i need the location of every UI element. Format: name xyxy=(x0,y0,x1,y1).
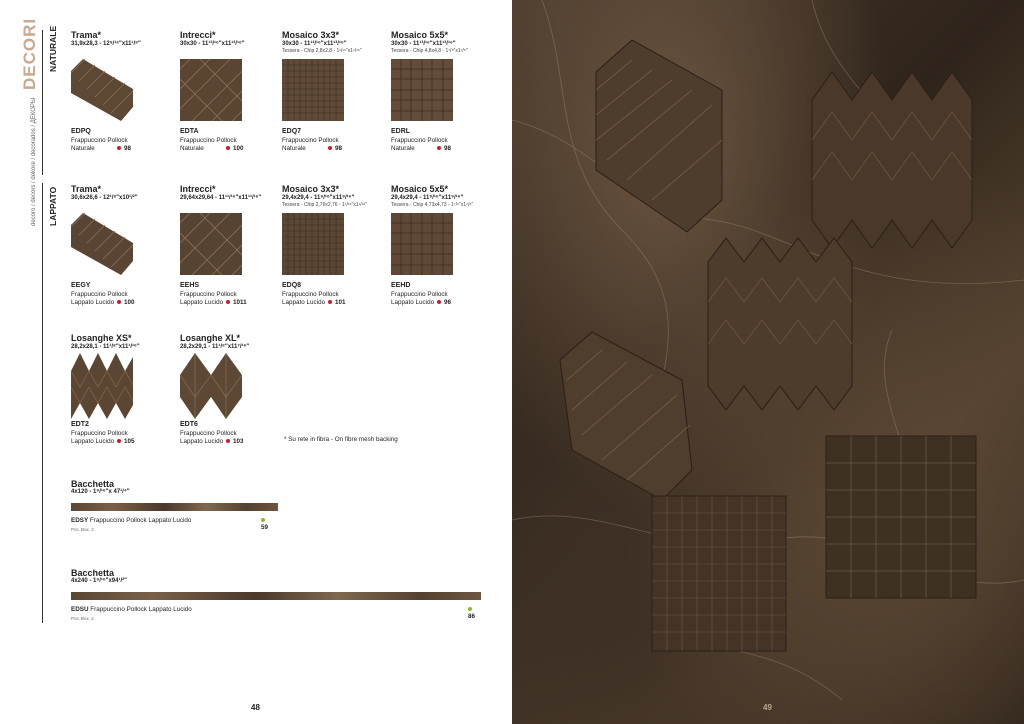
product-bacchetta-240[interactable] xyxy=(71,568,476,621)
product-trama-naturale[interactable] xyxy=(71,30,176,152)
product-name: Losanghe XL* xyxy=(180,333,241,343)
product-code: EDT6 xyxy=(180,421,198,428)
product-code: EEGY xyxy=(71,282,91,289)
product-dimensions: 28,2x28,1 - 11¹/⁸"x11¹/¹⁶" xyxy=(71,344,140,350)
product-mosaico3x3-lappato[interactable] xyxy=(282,184,387,306)
product-price: 59 xyxy=(261,517,268,531)
product-name: Intrecci* xyxy=(180,30,216,40)
product-dimensions: 30,6x26,6 - 12¹/⁸"x10¹/²" xyxy=(71,195,138,201)
product-dimensions: 30x30 - 11¹³/¹⁶"x11¹³/¹⁶" xyxy=(282,41,347,47)
product-name: Mosaico 5x5* xyxy=(391,30,449,40)
page-number-left: 48 xyxy=(251,703,260,712)
product-trama-lappato[interactable] xyxy=(71,184,176,306)
trama-mosaic-thumbnail xyxy=(71,59,133,121)
product-code: EDT2 xyxy=(71,421,89,428)
product-description: Frappuccino Pollock Naturale 100 xyxy=(180,137,244,152)
trama-mosaic-panel xyxy=(596,40,722,232)
product-mosaico5x5-naturale[interactable] xyxy=(391,30,496,152)
ambient-photo xyxy=(512,0,1024,724)
product-dimensions: 29,4x29,4 - 11⁹/¹⁶"x11⁹/¹⁶" xyxy=(391,195,464,201)
product-chip-size: Tessera - Chip 2,8x2,8 - 1¹/¹⁶"x1¹/¹⁶" xyxy=(282,48,362,54)
pieces-per-box: Pcs. Box. 2 xyxy=(71,616,94,621)
product-name: Trama* xyxy=(71,30,102,40)
losanghe-mosaic-panel-middle xyxy=(708,238,852,410)
section-subtitle: decoro / decors / dekore / decorados / ДЕКОРЫ xyxy=(31,97,37,226)
mosaico3x3-thumbnail xyxy=(282,213,344,275)
section-title: DECORI xyxy=(20,17,39,90)
mosaico5x5-thumbnail xyxy=(391,213,453,275)
product-dimensions: 28,2x29,1 - 11¹/⁸"x11⁷/¹⁶" xyxy=(180,344,250,350)
product-description: Frappuccino Pollock Lappato Lucido 100 xyxy=(71,291,135,306)
losanghe-xl-thumbnail xyxy=(180,353,242,419)
bacchetta-strip-image xyxy=(71,592,481,600)
intrecci-mosaic-panel xyxy=(560,332,692,500)
product-code: EDQ7 xyxy=(282,128,302,135)
product-description: Frappuccino Pollock Lappato Lucido 105 xyxy=(71,430,135,445)
product-code: EDRL xyxy=(391,128,411,135)
product-code: EDPQ xyxy=(71,128,91,135)
product-dimensions: 31,9x28,3 - 12⁹/¹⁶"x11¹/⁸" xyxy=(71,41,141,47)
product-intrecci-naturale[interactable] xyxy=(180,30,285,152)
product-description: Frappuccino Pollock Naturale 98 xyxy=(282,137,343,152)
product-bacchetta-120[interactable] xyxy=(71,479,269,532)
mosaico3x3-panel xyxy=(652,496,786,651)
product-price: 86 xyxy=(468,606,475,620)
product-description: EDSU Frappuccino Pollock Lappato Lucido xyxy=(71,606,192,613)
product-name: Mosaico 5x5* xyxy=(391,184,449,194)
product-code: EDQ8 xyxy=(282,282,302,289)
product-name: Losanghe XS* xyxy=(71,333,132,343)
product-description: Frappuccino Pollock Lappato Lucido 101 xyxy=(282,291,346,306)
catalog-left-page: DECORI decoro / decors / dekore / decorados / ДЕКОРЫ NATURALE LAPPATO Trama* 31,9x28,3 - 12⁹/¹⁶"x11¹/⁸" EDPQ Frappuccino Pollock Naturale 98 Intrecci* 30x30 - 11¹³/¹⁶"x11¹³/¹⁶" EDTA Frappuccino Pollock Naturale 100 Mosaico 3x3* 30x30 - 11¹³/¹⁶"x11¹³/¹⁶" Tessera - Chip 2,8x2,8 - 1¹/¹⁶"x1¹/¹⁶" EDQ7 Frappuccino Pollock Naturale 98 Mosaico 5x5* 30x30 - 11¹³/¹⁶"x11¹³/¹⁶" Tessera - Chip 4,8x4,8 - 1⁷/⁸"x1⁷/⁸" EDRL Frappuccino Pollock Naturale 98 Trama* 30,6x26,6 - 12¹/⁸"x10¹/²" EEGY Frappuccino Pollock Lappato Lucido 100 Intrecci* 29,64x29,64 - 11¹¹/¹⁶"x11¹¹/¹⁶" EEHS Frappuccino Pollock Lappato Lucido 1011 Mosaico 3x3* 29,4x29,4 - 11⁹/¹⁶"x11⁹/¹⁶" Tessera - Chip 2,76x2,76 - 1¹/¹⁶"x1¹/¹⁶" EDQ8 Frappuccino Pollock Lappato Lucido 101 Mosaico 5x5* 29,4x29,4 - 11⁹/¹⁶"x11⁹/¹⁶" Tessera - Chip 4,73x4,73 - 1⁷/⁸"x1⁷/⁸" EEHD Frappuccino Pollock Lappato Lucido 96 Losanghe XS* 28,2x28,1 - 11¹/⁸"x11¹/¹⁶" EDT2 Frappuccino Pollock Lappato Lucido 105 Losanghe XL* 28,2x29,1 - 11¹/⁸"x11⁷/¹⁶" EDT6 Frappuccino Pollock Lappato Lucido 103 * Su rete in fibra - On fibre mesh backing Bacchetta 4x120 - 1⁹/¹⁶"x 47¹/⁴" EDSY Frappuccino Pollock Lappato Lucido Pcs. Box. 2 59 Bacchetta 4x240 - 1⁹/¹⁶"x94¹/²" EDSU Frappuccino Pollock Lappato Lucido Pcs. Box. 2 86 48 xyxy=(0,0,512,724)
losanghe-xs-thumbnail xyxy=(71,353,133,419)
product-dimensions: 4x120 - 1⁹/¹⁶"x 47¹/⁴" xyxy=(71,489,130,495)
intrecci-mosaic-thumbnail xyxy=(180,59,242,121)
product-dimensions: 30x30 - 11¹³/¹⁶"x11¹³/¹⁶" xyxy=(391,41,456,47)
naturale-rule xyxy=(42,30,43,175)
fibre-mesh-note: * Su rete in fibra - On fibre mesh backing xyxy=(284,436,398,443)
product-dimensions: 29,4x29,4 - 11⁹/¹⁶"x11⁹/¹⁶" xyxy=(282,195,355,201)
product-name: Bacchetta xyxy=(71,479,115,489)
product-code: EEHS xyxy=(180,282,200,289)
product-chip-size: Tessera - Chip 4,73x4,73 - 1⁷/⁸"x1⁷/⁸" xyxy=(391,202,474,208)
product-description: Frappuccino Pollock Lappato Lucido 96 xyxy=(391,291,452,306)
product-mosaico5x5-lappato[interactable] xyxy=(391,184,496,306)
product-description: Frappuccino Pollock Naturale 98 xyxy=(391,137,452,152)
product-intrecci-lappato[interactable] xyxy=(180,184,285,306)
page-number-right: 49 xyxy=(763,703,772,712)
product-chip-size: Tessera - Chip 2,76x2,76 - 1¹/¹⁶"x1¹/¹⁶" xyxy=(282,202,368,208)
product-name: Bacchetta xyxy=(71,568,115,578)
product-description: Frappuccino Pollock Lappato Lucido 103 xyxy=(180,430,244,445)
trama-mosaic-thumbnail xyxy=(71,213,133,275)
product-code: EDTA xyxy=(180,128,199,135)
product-chip-size: Tessera - Chip 4,8x4,8 - 1⁷/⁸"x1⁷/⁸" xyxy=(391,48,468,54)
product-description: Frappuccino Pollock Naturale 98 xyxy=(71,137,132,152)
product-name: Intrecci* xyxy=(180,184,216,194)
product-code: EEHD xyxy=(391,282,411,289)
product-description: EDSY Frappuccino Pollock Lappato Lucido xyxy=(71,517,192,524)
bacchetta-strip-image xyxy=(71,503,278,511)
product-description: Frappuccino Pollock Lappato Lucido 1011 xyxy=(180,291,247,306)
product-losanghe-xs[interactable] xyxy=(71,333,176,445)
marble-veins xyxy=(512,0,1024,724)
intrecci-mosaic-thumbnail xyxy=(180,213,242,275)
product-losanghe-xl[interactable] xyxy=(180,333,285,445)
product-name: Trama* xyxy=(71,184,102,194)
lappato-rule xyxy=(42,183,43,623)
losanghe-mosaic-panel-top xyxy=(812,72,972,248)
product-mosaico3x3-naturale[interactable] xyxy=(282,30,387,152)
product-name: Mosaico 3x3* xyxy=(282,30,340,40)
product-dimensions: 30x30 - 11¹³/¹⁶"x11¹³/¹⁶" xyxy=(180,41,245,47)
mosaico3x3-thumbnail xyxy=(282,59,344,121)
product-dimensions: 29,64x29,64 - 11¹¹/¹⁶"x11¹¹/¹⁶" xyxy=(180,195,262,201)
pieces-per-box: Pcs. Box. 2 xyxy=(71,527,94,532)
product-dimensions: 4x240 - 1⁹/¹⁶"x94¹/²" xyxy=(71,578,127,584)
mosaico5x5-panel xyxy=(826,436,976,598)
product-name: Mosaico 3x3* xyxy=(282,184,340,194)
mosaico5x5-thumbnail xyxy=(391,59,453,121)
